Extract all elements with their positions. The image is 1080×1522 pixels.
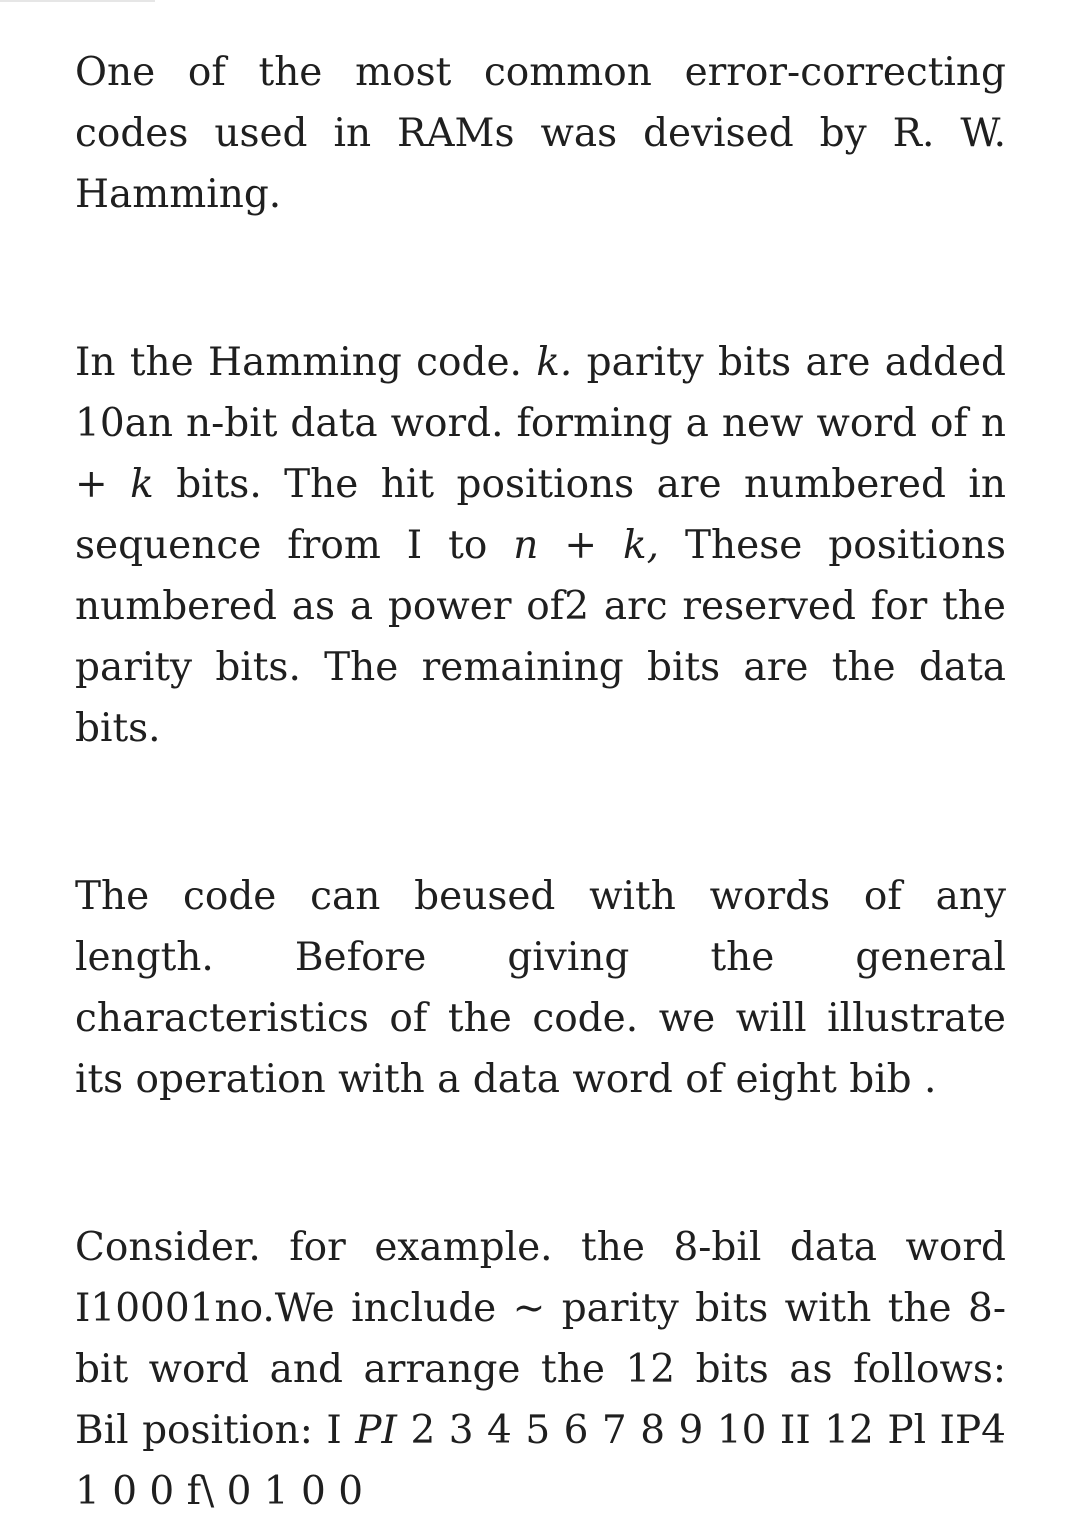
text-run: +: [538, 523, 624, 568]
italic-k: k,: [623, 523, 660, 568]
italic-k: k: [130, 462, 154, 507]
paragraph-text: One of the most common error-correcting codes used in RAMs was devised by R. W. Hamming.: [75, 50, 1006, 217]
text-run: bits. The hit positions are numbered in sequence from I to: [75, 462, 1007, 568]
italic-k: k.: [536, 340, 573, 385]
paragraph-word-length: [75, 866, 1006, 1110]
text-run: parity bits are added 10an n-bit data word. forming a new word of n +: [75, 340, 1007, 507]
paragraph-hamming-intro: [75, 42, 1006, 225]
paragraph-text: The code can beused with words of any length. Before giving the general characteristics of the code. we will illustrate its operation with a data word of eight bib .: [75, 874, 1006, 1102]
top-divider: [0, 0, 155, 2]
text-run: 2 3 4 5 6 7 8 9 10 II 12 Pl IP4 1 0 0 f\ 0 1 0 0: [75, 1408, 1006, 1514]
text-run: Consider. for example. the 8-bil data word I10001no.We include ~ parity bits with the 8-bit word and arrange the 12 bits as follows: Bil position: I: [75, 1225, 1006, 1453]
italic-pi: PI: [355, 1408, 397, 1453]
paragraph-example: [75, 1217, 1006, 1522]
article-body: [75, 42, 1006, 1522]
paragraph-hamming-code: [75, 332, 1006, 759]
text-run: In the Hamming code.: [75, 340, 537, 385]
text-run: These positions numbered as a power of2 arc reserved for the parity bits. The remaining bits are the data bits.: [75, 523, 1006, 751]
italic-n: n: [513, 523, 539, 568]
